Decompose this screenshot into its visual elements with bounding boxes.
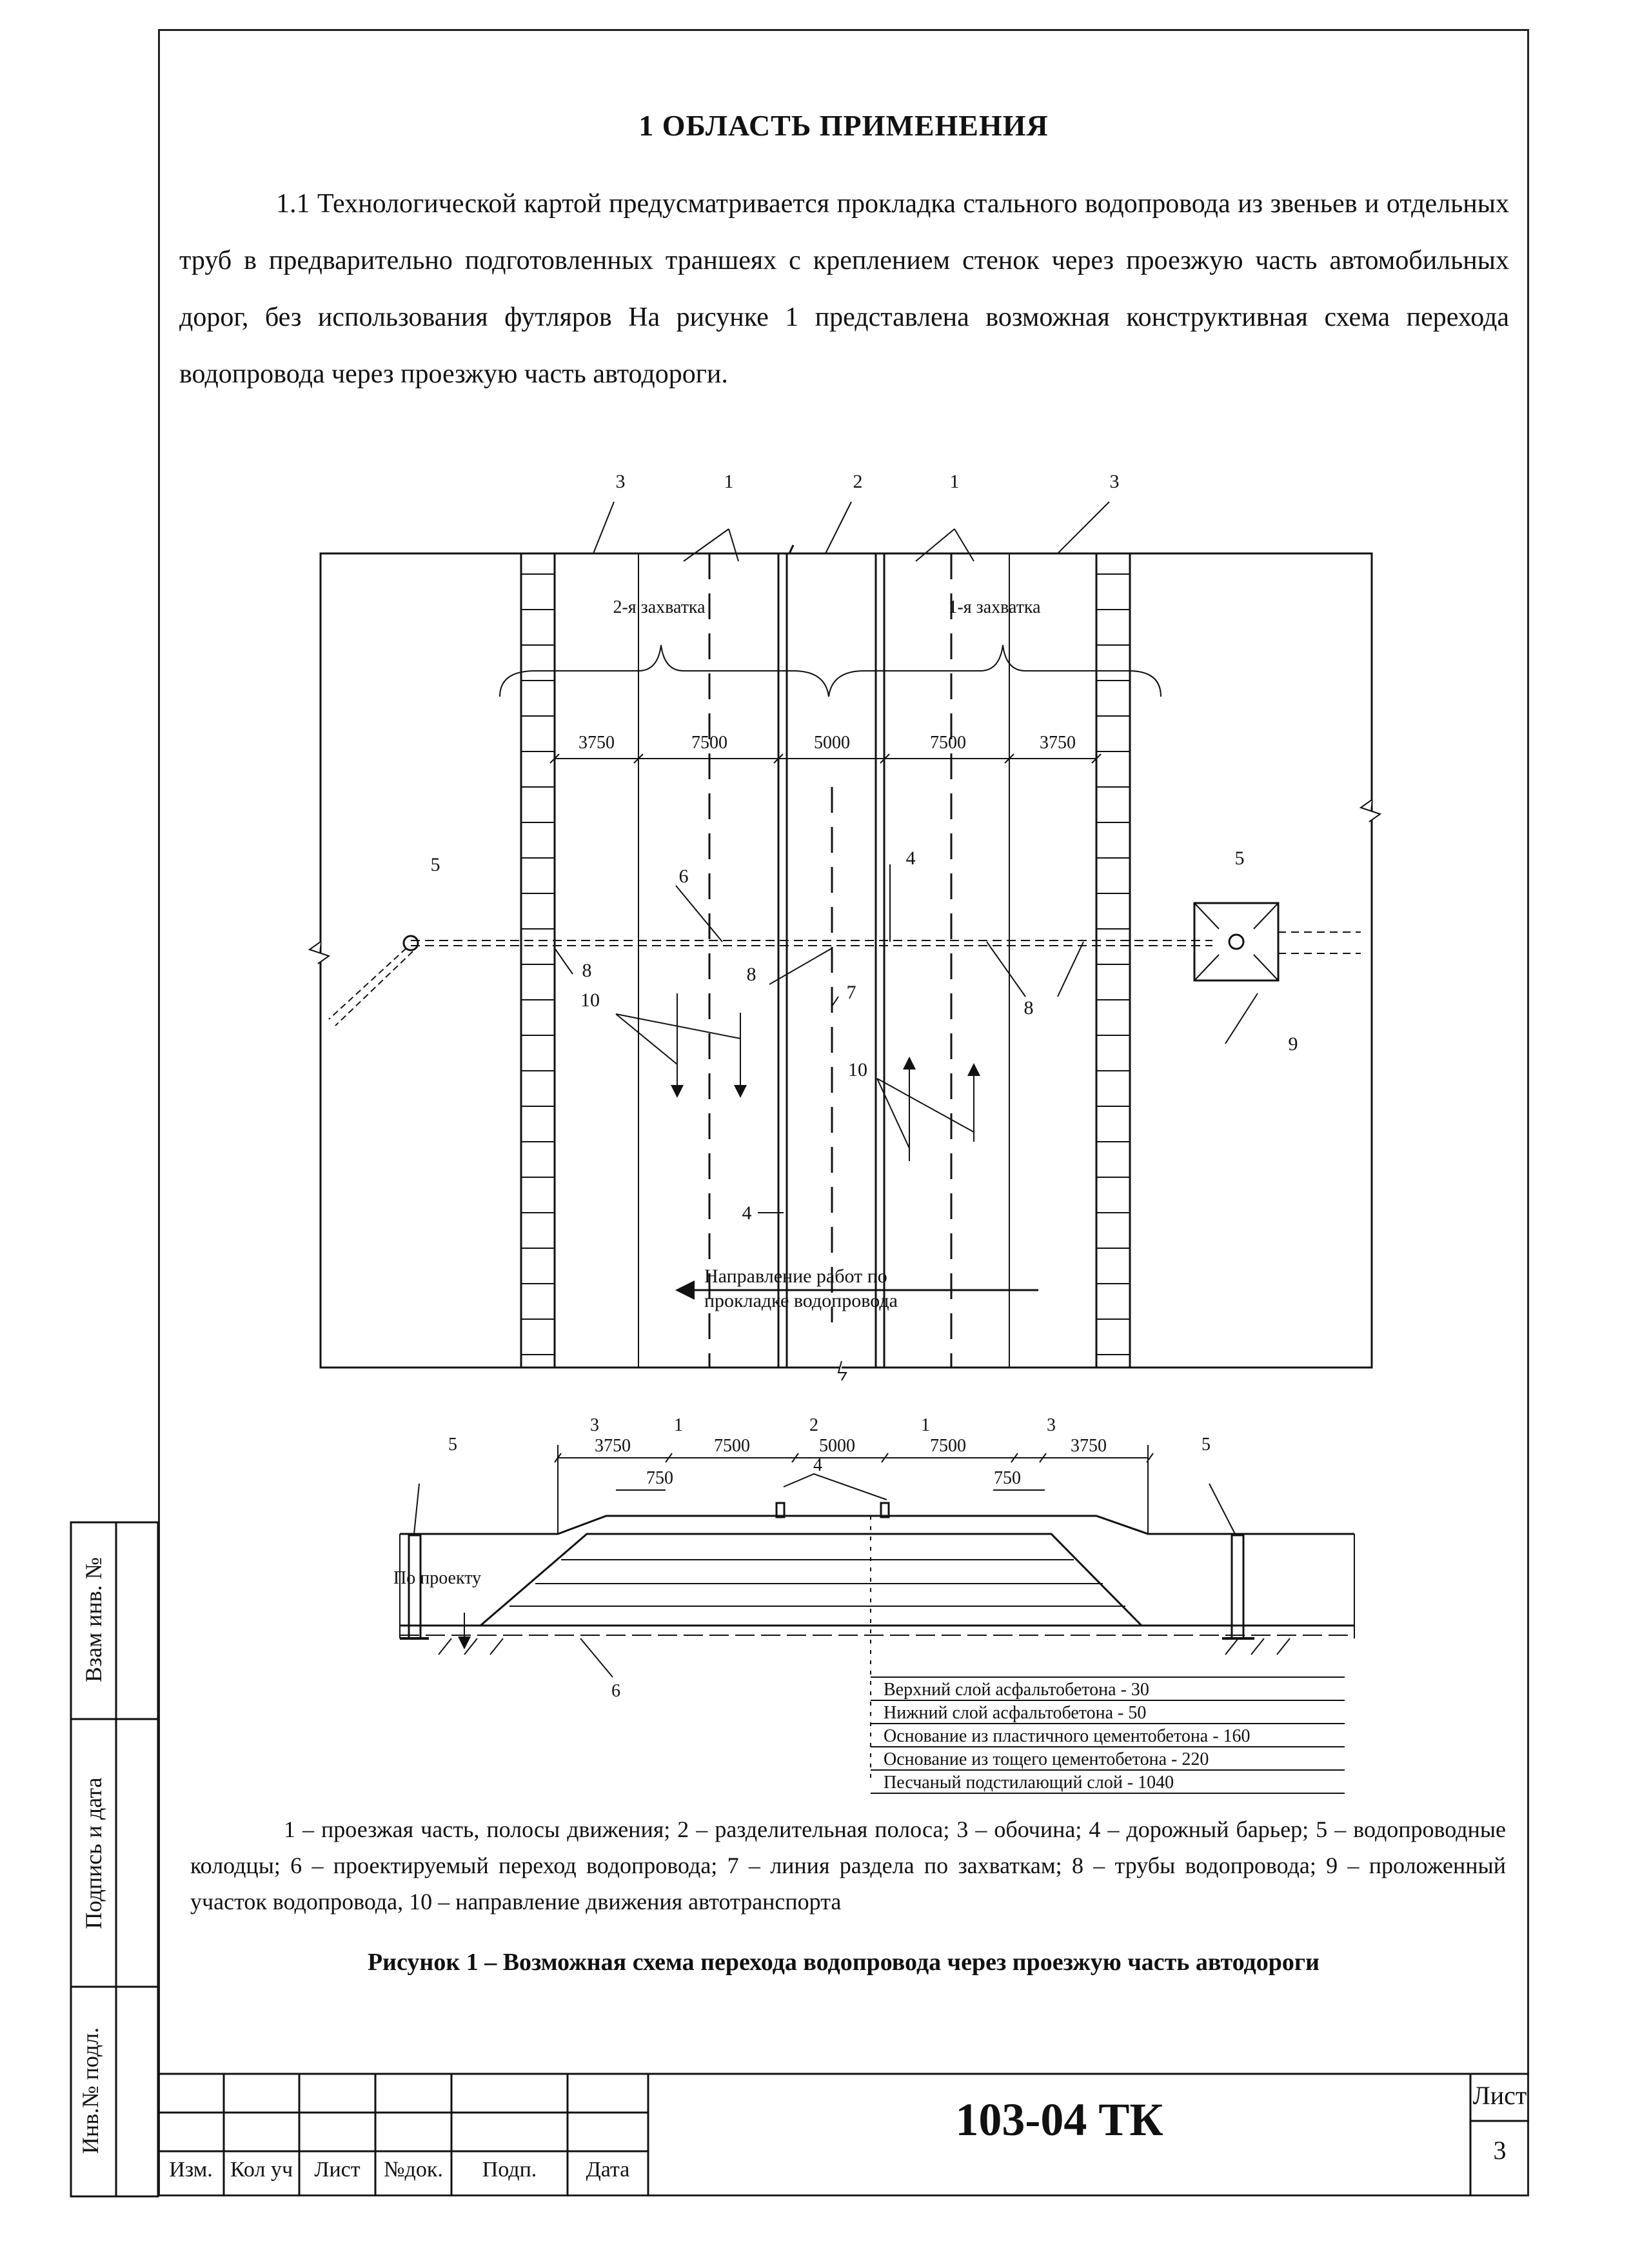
side-podpis: Подпись и дата: [81, 1777, 106, 1929]
right-shoulder-band: [1096, 553, 1130, 1368]
sec-dim-4: 7500: [930, 1436, 966, 1456]
callout-8c: 8: [1023, 997, 1034, 1019]
sec-dim-3: 5000: [819, 1436, 855, 1456]
stamp-izm: Изм.: [169, 2158, 213, 2182]
section-title: 1 ОБЛАСТЬ ПРИМЕНЕНИЯ: [638, 109, 1049, 142]
callout-7: 7: [846, 982, 856, 1003]
plan-dim-5: 3750: [1040, 733, 1076, 753]
side-vzam: Взам инв. №: [81, 1557, 106, 1682]
stamp-list: Лист: [314, 2158, 361, 2182]
left-shoulder-band: [521, 553, 555, 1368]
sec-callout-5a: 5: [448, 1435, 457, 1455]
section-labels: [393, 1415, 1251, 1793]
callout-9: 9: [1288, 1033, 1298, 1055]
plan-dim-4: 7500: [930, 733, 966, 753]
stamp-data: Дата: [586, 2158, 630, 2182]
callout-1b: 1: [949, 471, 960, 492]
lane-lines: [638, 553, 1009, 1368]
plan-view: [310, 502, 1380, 1380]
sec-dim-1: 3750: [595, 1436, 631, 1456]
dashed-axes: [709, 553, 951, 1368]
stamp-kol: Кол уч: [230, 2158, 293, 2182]
sec-callout-1b: 1: [921, 1415, 930, 1435]
direction-line2: прокладке водопровода: [704, 1290, 898, 1311]
band-ticks: [521, 574, 1130, 1355]
callout-10a: 10: [580, 990, 600, 1011]
top-leaders: [593, 502, 1109, 561]
section-well-right: [1232, 1535, 1243, 1638]
callout-3b: 3: [1109, 471, 1120, 492]
document-code: 103-04 ТК: [955, 2094, 1163, 2145]
sec-dim-750a: 750: [646, 1468, 673, 1488]
direction-line1: Направление работ по: [704, 1266, 887, 1287]
sec-callout-3a: 3: [590, 1415, 599, 1435]
sec-dim-2: 7500: [714, 1436, 750, 1456]
callout-5a: 5: [430, 854, 440, 875]
layer-4: Основание из тощего цементобетона - 220: [884, 1749, 1209, 1769]
callout-10b: 10: [848, 1059, 867, 1080]
sheet-number: 3: [1493, 2136, 1507, 2165]
stage1-label: 1-я захватка: [948, 597, 1041, 617]
side-inv: Инв.№ подл.: [77, 2027, 103, 2154]
callout-5b: 5: [1234, 848, 1245, 869]
layer-3: Основание из пластичного цементобетона - 160: [884, 1726, 1251, 1746]
layer-5: Песчаный подстилающий слой - 1040: [884, 1773, 1174, 1793]
sec-callout-4: 4: [813, 1455, 822, 1475]
road-surface: [400, 1516, 1354, 1534]
intro-paragraph: 1.1 Технологической картой предусматривается прокладка стального водопровода из звеньев и отдельных труб в предварительно подготовленных траншеях с креплением стенок через проезжую часть автомобильных дорог, без использования футляров На рисунке 1 представлена возможная конструктивная схема перехода водопровода через проезжую часть автодороги.: [179, 189, 1509, 389]
project-label: По проекту: [393, 1568, 482, 1588]
well-right: [1194, 903, 1278, 980]
callout-3a: 3: [615, 471, 626, 492]
figure-legend: 1 – проезжая часть, полосы движения; 2 – разделительная полоса; 3 – обочина; 4 – дорожный барьер; 5 – водопроводные колодцы; 6 – проектируемый переход водопровода; 7 – линия раздела по захваткам; 8 – трубы водопровода; 9 – проложенный участок водопровода, 10 – направление движения автотранспорта: [190, 1816, 1506, 1915]
trench-outline: [480, 1534, 1142, 1626]
layer-2: Нижний слой асфальтобетона - 50: [884, 1703, 1147, 1723]
callout-8b: 8: [746, 964, 756, 985]
plan-dim-3: 5000: [814, 733, 850, 753]
sec-dim-750b: 750: [994, 1468, 1021, 1488]
sec-callout-2: 2: [809, 1415, 818, 1435]
plan-dim-2: 7500: [691, 733, 727, 753]
sec-callout-5b: 5: [1201, 1435, 1211, 1455]
callout-8a: 8: [582, 960, 592, 981]
plan-dim-1: 3750: [578, 733, 615, 753]
sheet-label: Лист: [1472, 2081, 1527, 2110]
callout-4a: 4: [905, 848, 916, 869]
figure-caption: Рисунок 1 – Возможная схема перехода водопровода через проезжую часть автодороги: [367, 1949, 1320, 1976]
brace-stage1: [829, 645, 1161, 697]
sec-callout-3b: 3: [1047, 1415, 1056, 1435]
stamp-ndok: №док.: [384, 2158, 443, 2182]
callout-4b: 4: [742, 1202, 752, 1224]
callout-1a: 1: [724, 471, 734, 492]
sec-callout-1a: 1: [674, 1415, 683, 1435]
sec-dim-5: 3750: [1071, 1436, 1107, 1456]
layer-lines: [509, 1560, 1125, 1606]
plan-labels: [431, 471, 1298, 1311]
stage2-label: 2-я захватка: [613, 597, 706, 617]
stamp-podp: Подп.: [482, 2158, 537, 2182]
callout-2: 2: [853, 471, 863, 492]
sec-callout-6: 6: [611, 1681, 620, 1701]
layer-1: Верхний слой асфальтобетона - 30: [884, 1680, 1149, 1700]
callout-6: 6: [678, 866, 689, 887]
